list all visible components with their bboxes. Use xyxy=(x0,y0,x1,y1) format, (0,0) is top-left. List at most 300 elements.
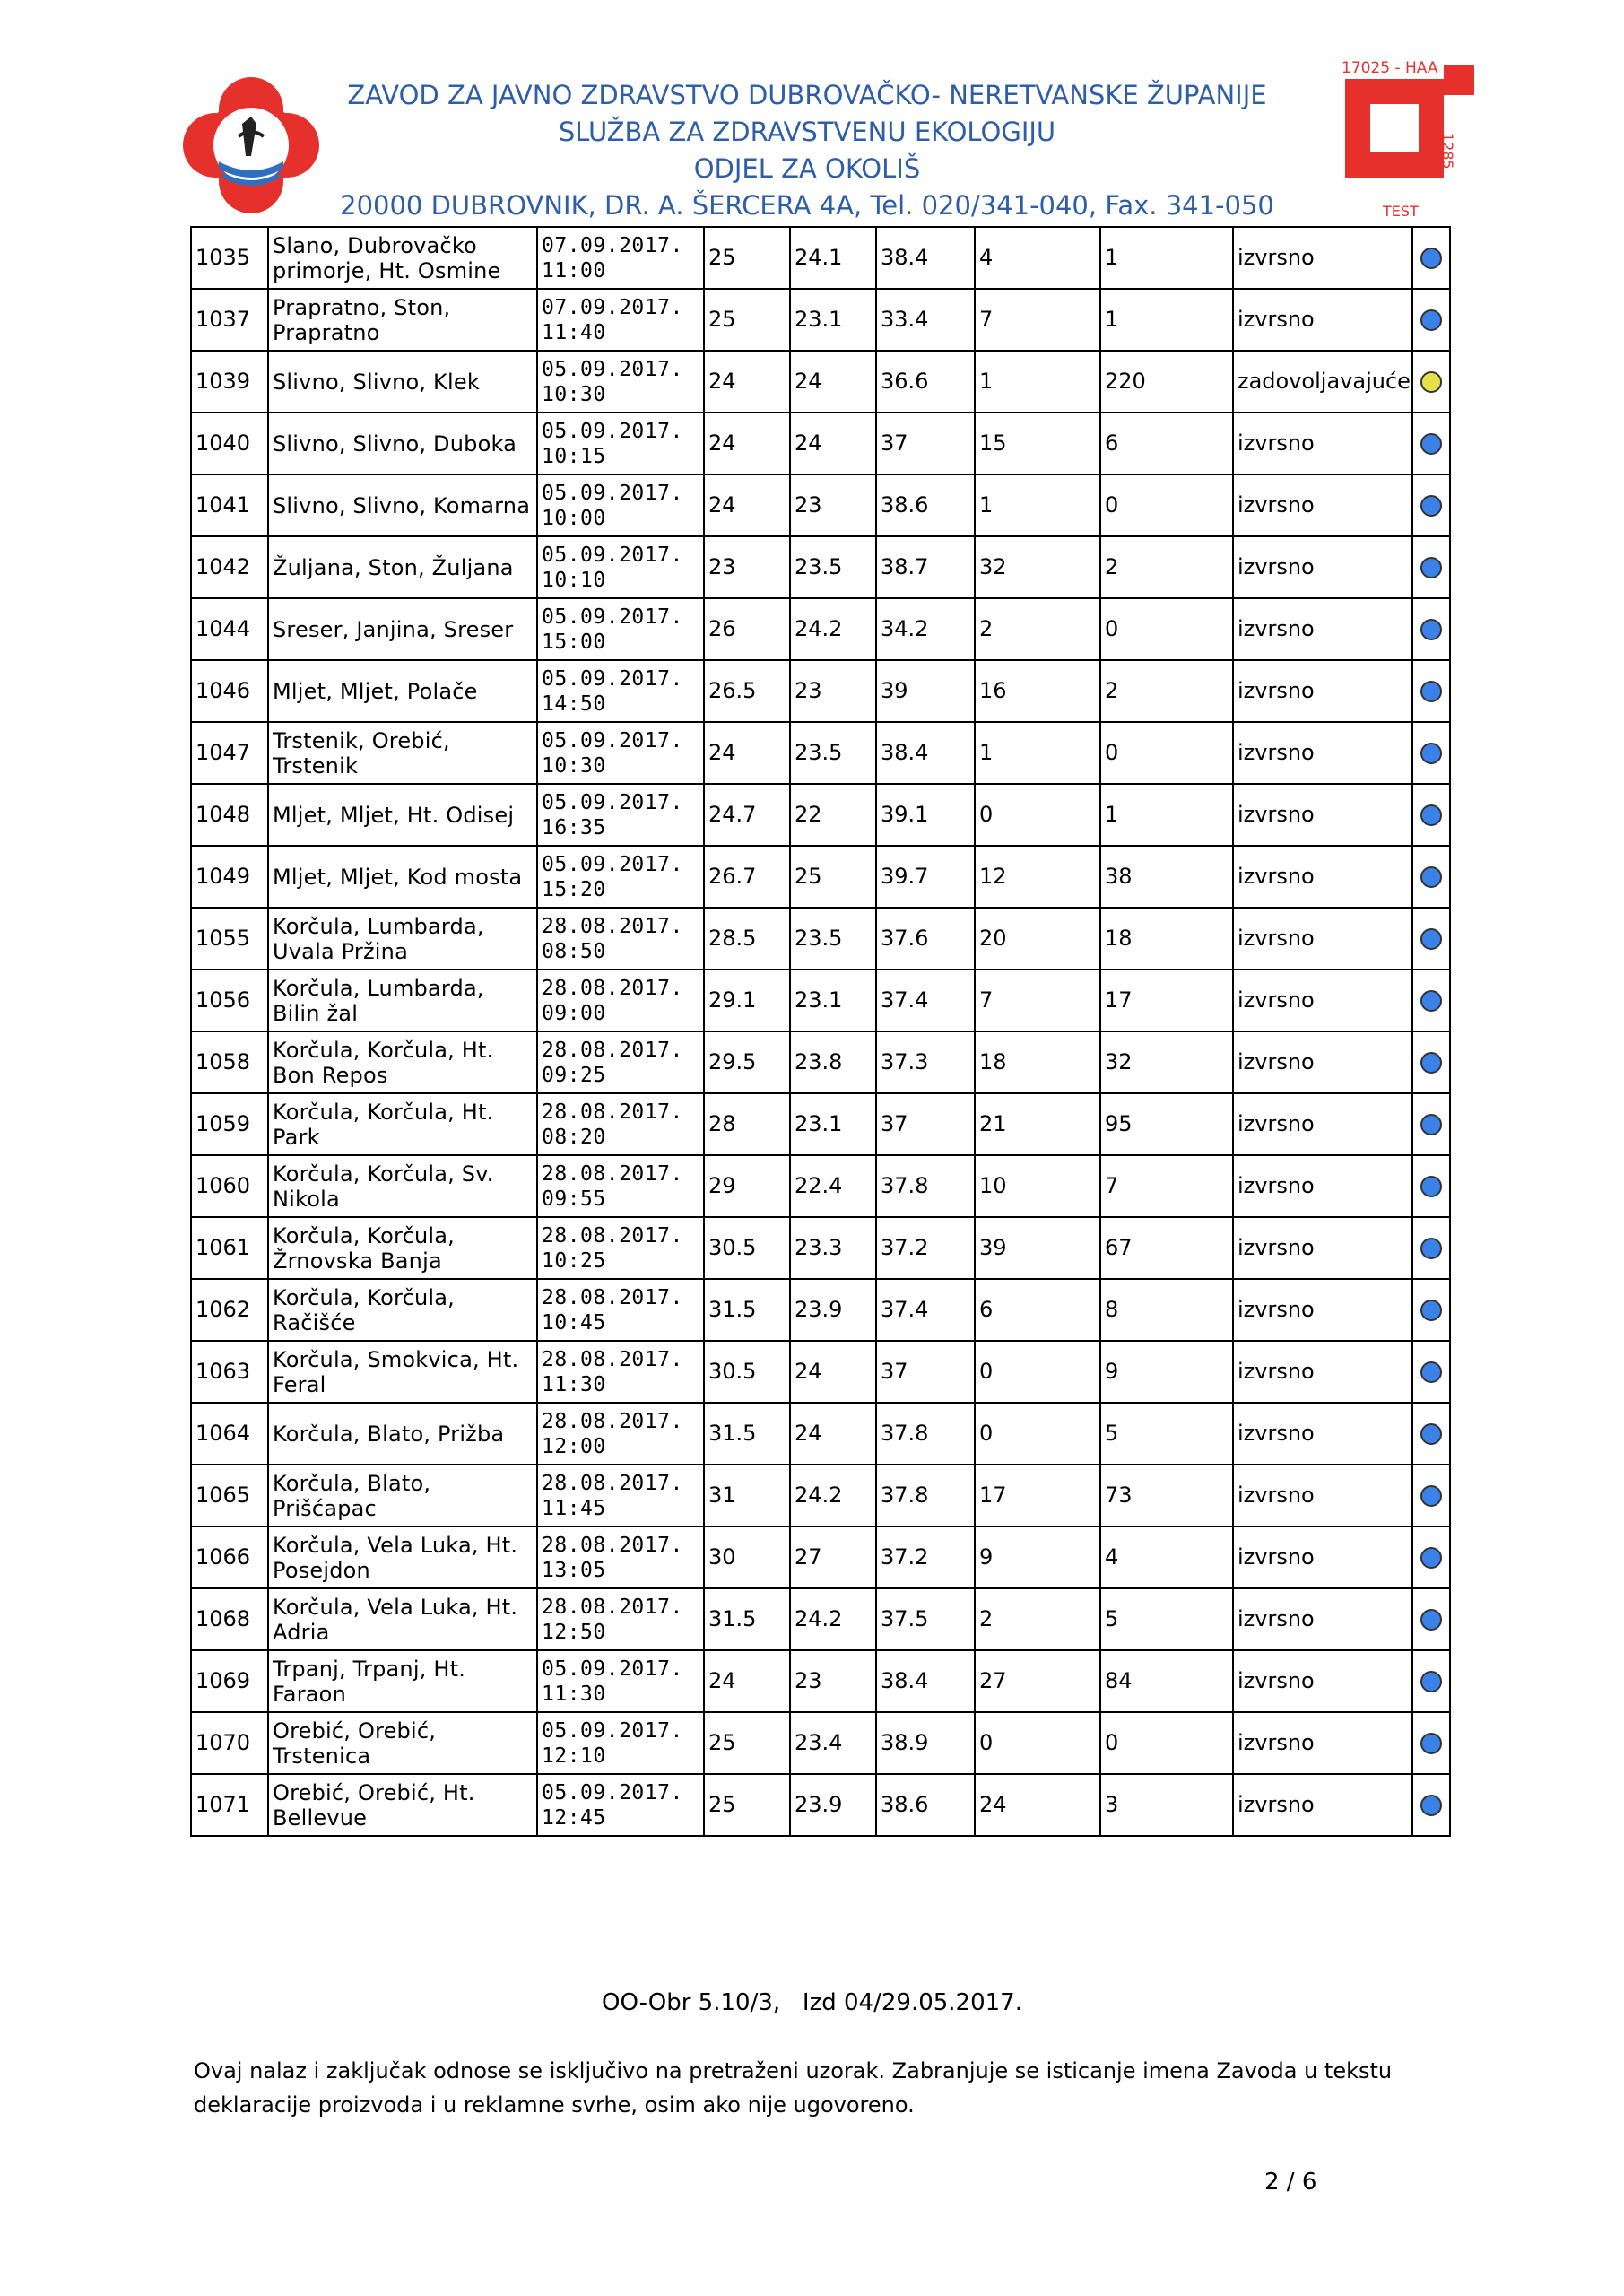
value-4: 0 xyxy=(975,784,1100,846)
sample-datetime xyxy=(537,289,704,351)
sample-id: 1062 xyxy=(191,1279,268,1341)
sample-datetime xyxy=(537,1712,704,1774)
status-dot-icon xyxy=(1420,1485,1442,1507)
quality-rating: izvrsno xyxy=(1233,1031,1412,1093)
value-4: 32 xyxy=(975,536,1100,598)
value-1: 31.5 xyxy=(704,1279,790,1341)
value-2: 23.5 xyxy=(790,908,876,970)
table-row xyxy=(191,227,1450,289)
quality-rating: izvrsno xyxy=(1233,722,1412,784)
value-4: 15 xyxy=(975,413,1100,474)
sample-time: 10:15 xyxy=(542,444,606,468)
value-3: 37.2 xyxy=(876,1217,975,1279)
sample-date: 05.09.2017. xyxy=(542,481,683,505)
sample-location: Korčula, Vela Luka, Ht. Posejdon xyxy=(268,1526,537,1588)
sample-id: 1058 xyxy=(191,1031,268,1093)
sample-id: 1049 xyxy=(191,846,268,908)
quality-rating: izvrsno xyxy=(1233,846,1412,908)
sample-datetime xyxy=(537,1465,704,1526)
value-5: 38 xyxy=(1100,846,1233,908)
sample-date: 05.09.2017. xyxy=(542,728,683,752)
status-indicator-cell xyxy=(1412,289,1450,351)
quality-rating: izvrsno xyxy=(1233,660,1412,722)
quality-rating: izvrsno xyxy=(1233,908,1412,970)
value-1: 25 xyxy=(704,289,790,351)
quality-rating: izvrsno xyxy=(1233,784,1412,846)
sample-location: Korčula, Lumbarda, Uvala Pržina xyxy=(268,908,537,970)
value-3: 33.4 xyxy=(876,289,975,351)
status-dot-icon xyxy=(1420,743,1442,764)
sample-location: Trpanj, Trpanj, Ht. Faraon xyxy=(268,1650,537,1712)
value-3: 37.6 xyxy=(876,908,975,970)
value-2: 23.5 xyxy=(790,536,876,598)
sample-id: 1046 xyxy=(191,660,268,722)
status-dot-icon xyxy=(1420,1671,1442,1692)
value-2: 25 xyxy=(790,846,876,908)
sample-id: 1059 xyxy=(191,1093,268,1155)
sample-datetime xyxy=(537,970,704,1031)
sample-datetime xyxy=(537,1155,704,1217)
value-1: 26 xyxy=(704,598,790,660)
sample-location: Slivno, Slivno, Klek xyxy=(268,351,537,413)
status-indicator-cell xyxy=(1412,970,1450,1031)
sample-datetime xyxy=(537,1279,704,1341)
quality-rating: izvrsno xyxy=(1233,1650,1412,1712)
value-5: 18 xyxy=(1100,908,1233,970)
value-2: 24.2 xyxy=(790,598,876,660)
value-2: 23 xyxy=(790,1650,876,1712)
value-4: 16 xyxy=(975,660,1100,722)
value-3: 37 xyxy=(876,1093,975,1155)
status-dot-icon xyxy=(1420,990,1442,1012)
status-dot-icon xyxy=(1420,248,1442,269)
sample-id: 1041 xyxy=(191,474,268,536)
sample-id: 1040 xyxy=(191,413,268,474)
sample-date: 05.09.2017. xyxy=(542,1657,683,1681)
table-row xyxy=(191,660,1450,722)
table-row xyxy=(191,289,1450,351)
value-3: 37.4 xyxy=(876,1279,975,1341)
quality-rating: izvrsno xyxy=(1233,1526,1412,1588)
value-5: 32 xyxy=(1100,1031,1233,1093)
sample-location: Slivno, Slivno, Duboka xyxy=(268,413,537,474)
sample-datetime xyxy=(537,1341,704,1403)
sample-id: 1047 xyxy=(191,722,268,784)
sample-time: 10:10 xyxy=(542,568,606,592)
sample-time: 09:25 xyxy=(542,1063,606,1087)
value-5: 73 xyxy=(1100,1465,1233,1526)
status-dot-icon xyxy=(1420,866,1442,888)
status-indicator-cell xyxy=(1412,1403,1450,1465)
sample-location: Slano, Dubrovačko primorje, Ht. Osmine xyxy=(268,227,537,289)
value-5: 8 xyxy=(1100,1279,1233,1341)
quality-rating: izvrsno xyxy=(1233,1279,1412,1341)
value-4: 39 xyxy=(975,1217,1100,1279)
status-dot-icon xyxy=(1420,371,1442,393)
status-dot-icon xyxy=(1420,681,1442,702)
status-dot-icon xyxy=(1420,1176,1442,1197)
sample-time: 15:00 xyxy=(542,630,606,654)
value-2: 23.5 xyxy=(790,722,876,784)
sample-location: Korčula, Korčula, Račišće xyxy=(268,1279,537,1341)
sample-time: 10:30 xyxy=(542,382,606,406)
value-5: 5 xyxy=(1100,1403,1233,1465)
value-5: 0 xyxy=(1100,722,1233,784)
table-row xyxy=(191,1341,1450,1403)
value-5: 7 xyxy=(1100,1155,1233,1217)
table-row xyxy=(191,846,1450,908)
value-5: 9 xyxy=(1100,1341,1233,1403)
sample-location: Prapratno, Ston, Prapratno xyxy=(268,289,537,351)
status-dot-icon xyxy=(1420,495,1442,517)
table-row xyxy=(191,1279,1450,1341)
table-row xyxy=(191,1031,1450,1093)
value-1: 24 xyxy=(704,351,790,413)
sample-date: 05.09.2017. xyxy=(542,604,683,629)
value-1: 24 xyxy=(704,474,790,536)
sample-time: 08:20 xyxy=(542,1125,606,1149)
quality-rating: izvrsno xyxy=(1233,1403,1412,1465)
value-4: 2 xyxy=(975,1588,1100,1650)
status-indicator-cell xyxy=(1412,1588,1450,1650)
status-dot-icon xyxy=(1420,619,1442,640)
value-5: 1 xyxy=(1100,227,1233,289)
accreditation-standard: 17025 - HAA xyxy=(1342,59,1438,77)
sample-time: 10:00 xyxy=(542,506,606,530)
table-row xyxy=(191,1465,1450,1526)
value-5: 2 xyxy=(1100,536,1233,598)
sample-time: 10:45 xyxy=(542,1310,606,1335)
sample-datetime xyxy=(537,1588,704,1650)
value-1: 31 xyxy=(704,1465,790,1526)
value-3: 37.2 xyxy=(876,1526,975,1588)
value-4: 9 xyxy=(975,1526,1100,1588)
sample-location: Korčula, Smokvica, Ht. Feral xyxy=(268,1341,537,1403)
table-row xyxy=(191,351,1450,413)
value-5: 6 xyxy=(1100,413,1233,474)
value-4: 1 xyxy=(975,722,1100,784)
table-row xyxy=(191,413,1450,474)
table-row xyxy=(191,1588,1450,1650)
status-indicator-cell xyxy=(1412,1155,1450,1217)
sample-datetime xyxy=(537,1403,704,1465)
value-2: 24 xyxy=(790,1341,876,1403)
value-2: 23.1 xyxy=(790,1093,876,1155)
quality-rating: izvrsno xyxy=(1233,1588,1412,1650)
value-5: 220 xyxy=(1100,351,1233,413)
value-5: 0 xyxy=(1100,598,1233,660)
status-indicator-cell xyxy=(1412,722,1450,784)
value-4: 0 xyxy=(975,1341,1100,1403)
sample-datetime xyxy=(537,1774,704,1836)
quality-rating: izvrsno xyxy=(1233,413,1412,474)
accreditation-mark xyxy=(1336,59,1489,226)
value-2: 23.9 xyxy=(790,1279,876,1341)
header xyxy=(269,77,1345,224)
value-1: 24 xyxy=(704,1650,790,1712)
accreditation-type: TEST xyxy=(1383,203,1419,220)
value-4: 0 xyxy=(975,1712,1100,1774)
table-row xyxy=(191,1155,1450,1217)
status-dot-icon xyxy=(1420,1547,1442,1569)
status-indicator-cell xyxy=(1412,784,1450,846)
sample-date: 28.08.2017. xyxy=(542,914,683,938)
form-code: OO-Obr 5.10/3, Izd 04/29.05.2017. xyxy=(602,1989,1022,2016)
sample-location: Korčula, Korčula, Ht. Park xyxy=(268,1093,537,1155)
sample-id: 1060 xyxy=(191,1155,268,1217)
table-row xyxy=(191,1403,1450,1465)
sample-date: 05.09.2017. xyxy=(542,852,683,876)
value-3: 39.7 xyxy=(876,846,975,908)
value-5: 0 xyxy=(1100,1712,1233,1774)
value-4: 0 xyxy=(975,1403,1100,1465)
value-4: 2 xyxy=(975,598,1100,660)
value-1: 24 xyxy=(704,722,790,784)
quality-rating: izvrsno xyxy=(1233,1155,1412,1217)
quality-rating: izvrsno xyxy=(1233,289,1412,351)
status-indicator-cell xyxy=(1412,1279,1450,1341)
value-3: 37.5 xyxy=(876,1588,975,1650)
value-1: 25 xyxy=(704,1774,790,1836)
value-2: 23 xyxy=(790,474,876,536)
value-1: 24 xyxy=(704,413,790,474)
value-1: 30 xyxy=(704,1526,790,1588)
status-dot-icon xyxy=(1420,1609,1442,1631)
value-3: 38.6 xyxy=(876,1774,975,1836)
value-5: 4 xyxy=(1100,1526,1233,1588)
status-indicator-cell xyxy=(1412,1650,1450,1712)
sample-time: 13:05 xyxy=(542,1558,606,1582)
sample-location: Trstenik, Orebić, Trstenik xyxy=(268,722,537,784)
sample-datetime xyxy=(537,1650,704,1712)
table-row xyxy=(191,1217,1450,1279)
sample-date: 28.08.2017. xyxy=(542,1223,683,1248)
value-3: 37.8 xyxy=(876,1465,975,1526)
sample-datetime xyxy=(537,846,704,908)
status-dot-icon xyxy=(1420,928,1442,950)
sample-id: 1056 xyxy=(191,970,268,1031)
value-5: 3 xyxy=(1100,1774,1233,1836)
table-row xyxy=(191,474,1450,536)
sample-location: Sreser, Janjina, Sreser xyxy=(268,598,537,660)
sample-location: Korčula, Blato, Prižba xyxy=(268,1403,537,1465)
status-indicator-cell xyxy=(1412,227,1450,289)
value-2: 23.4 xyxy=(790,1712,876,1774)
sample-time: 12:00 xyxy=(542,1434,606,1458)
status-indicator-cell xyxy=(1412,536,1450,598)
sample-id: 1065 xyxy=(191,1465,268,1526)
sample-location: Orebić, Orebić, Trstenica xyxy=(268,1712,537,1774)
sample-time: 14:50 xyxy=(542,691,606,716)
value-4: 20 xyxy=(975,908,1100,970)
value-4: 7 xyxy=(975,970,1100,1031)
sample-location: Orebić, Orebić, Ht. Bellevue xyxy=(268,1774,537,1836)
value-1: 29 xyxy=(704,1155,790,1217)
sample-time: 11:30 xyxy=(542,1682,606,1706)
status-indicator-cell xyxy=(1412,474,1450,536)
institute-address: 20000 DUBROVNIK, DR. A. ŠERCERA 4A, Tel. 020/341-040, Fax. 341-050 xyxy=(340,190,1274,221)
sample-id: 1035 xyxy=(191,227,268,289)
value-3: 36.6 xyxy=(876,351,975,413)
sample-datetime xyxy=(537,1217,704,1279)
quality-rating: izvrsno xyxy=(1233,970,1412,1031)
value-5: 84 xyxy=(1100,1650,1233,1712)
sample-time: 10:25 xyxy=(542,1248,606,1273)
sample-date: 28.08.2017. xyxy=(542,1285,683,1309)
sample-location: Mljet, Mljet, Polače xyxy=(268,660,537,722)
value-5: 17 xyxy=(1100,970,1233,1031)
value-1: 29.5 xyxy=(704,1031,790,1093)
value-3: 37.8 xyxy=(876,1155,975,1217)
quality-rating: izvrsno xyxy=(1233,227,1412,289)
sample-time: 16:35 xyxy=(542,815,606,839)
value-5: 1 xyxy=(1100,784,1233,846)
value-2: 24 xyxy=(790,413,876,474)
sample-datetime xyxy=(537,474,704,536)
sample-id: 1071 xyxy=(191,1774,268,1836)
table-row xyxy=(191,1526,1450,1588)
table-row xyxy=(191,1650,1450,1712)
value-1: 28 xyxy=(704,1093,790,1155)
sample-date: 28.08.2017. xyxy=(542,1409,683,1433)
sample-time: 09:55 xyxy=(542,1187,606,1211)
sample-time: 12:45 xyxy=(542,1805,606,1830)
sample-time: 11:45 xyxy=(542,1496,606,1520)
sample-datetime xyxy=(537,227,704,289)
sample-datetime xyxy=(537,536,704,598)
status-dot-icon xyxy=(1420,557,1442,578)
sample-id: 1063 xyxy=(191,1341,268,1403)
value-4: 21 xyxy=(975,1093,1100,1155)
status-indicator-cell xyxy=(1412,846,1450,908)
sample-id: 1044 xyxy=(191,598,268,660)
value-2: 23.1 xyxy=(790,289,876,351)
status-indicator-cell xyxy=(1412,908,1450,970)
sample-datetime xyxy=(537,784,704,846)
service-name: SLUŽBA ZA ZDRAVSTVENU EKOLOGIJU xyxy=(558,117,1056,147)
page-number: 2 / 6 xyxy=(1264,2169,1317,2196)
sample-datetime xyxy=(537,1093,704,1155)
value-2: 23.9 xyxy=(790,1774,876,1836)
quality-rating: izvrsno xyxy=(1233,1712,1412,1774)
accreditation-logo-icon xyxy=(1345,79,1444,178)
status-indicator-cell xyxy=(1412,1465,1450,1526)
institute-name: ZAVOD ZA JAVNO ZDRAVSTVO DUBROVAČKO- NERETVANSKE ŽUPANIJE xyxy=(347,80,1267,110)
sample-location: Žuljana, Ston, Žuljana xyxy=(268,536,537,598)
sample-time: 08:50 xyxy=(542,939,606,963)
value-3: 39.1 xyxy=(876,784,975,846)
sample-datetime xyxy=(537,598,704,660)
sample-time: 12:50 xyxy=(542,1620,606,1644)
value-2: 23 xyxy=(790,660,876,722)
sample-time: 12:10 xyxy=(542,1744,606,1768)
accreditation-logo-tab xyxy=(1444,65,1474,95)
status-dot-icon xyxy=(1420,1361,1442,1383)
status-dot-icon xyxy=(1420,1052,1442,1074)
sample-time: 10:30 xyxy=(542,753,606,778)
value-3: 38.7 xyxy=(876,536,975,598)
sample-id: 1070 xyxy=(191,1712,268,1774)
sample-id: 1064 xyxy=(191,1403,268,1465)
sample-date: 07.09.2017. xyxy=(542,233,683,257)
value-3: 38.6 xyxy=(876,474,975,536)
value-1: 28.5 xyxy=(704,908,790,970)
sample-date: 28.08.2017. xyxy=(542,1038,683,1062)
status-dot-icon xyxy=(1420,433,1442,455)
value-4: 6 xyxy=(975,1279,1100,1341)
quality-rating: izvrsno xyxy=(1233,1774,1412,1836)
value-4: 1 xyxy=(975,351,1100,413)
value-4: 7 xyxy=(975,289,1100,351)
value-3: 38.4 xyxy=(876,227,975,289)
value-1: 30.5 xyxy=(704,1341,790,1403)
sample-date: 05.09.2017. xyxy=(542,1718,683,1743)
sample-datetime xyxy=(537,908,704,970)
department-name: ODJEL ZA OKOLIŠ xyxy=(693,153,921,184)
disclaimer: Ovaj nalaz i zaključak odnose se isključivo na pretraženi uzorak. Zabranjuje se isticanje imena Zavoda u tekstu deklaracije proizvoda i u reklamne svrhe, osim ako nije ugovoreno. xyxy=(194,2058,1393,2118)
status-dot-icon xyxy=(1420,1423,1442,1445)
quality-rating: izvrsno xyxy=(1233,1093,1412,1155)
quality-rating: zadovoljavajuće xyxy=(1233,351,1412,413)
quality-rating: izvrsno xyxy=(1233,474,1412,536)
table-row xyxy=(191,722,1450,784)
table-row xyxy=(191,536,1450,598)
status-dot-icon xyxy=(1420,1795,1442,1816)
status-indicator-cell xyxy=(1412,1712,1450,1774)
value-2: 24.1 xyxy=(790,227,876,289)
value-1: 29.1 xyxy=(704,970,790,1031)
sample-datetime xyxy=(537,351,704,413)
sample-time: 11:30 xyxy=(542,1372,606,1396)
value-1: 31.5 xyxy=(704,1588,790,1650)
sample-date: 28.08.2017. xyxy=(542,1595,683,1619)
value-2: 23.1 xyxy=(790,970,876,1031)
table-row xyxy=(191,1774,1450,1836)
results-table-body xyxy=(191,227,1450,1836)
value-5: 67 xyxy=(1100,1217,1233,1279)
status-indicator-cell xyxy=(1412,1217,1450,1279)
sample-time: 09:00 xyxy=(542,1001,606,1025)
value-1: 30.5 xyxy=(704,1217,790,1279)
sample-datetime xyxy=(537,722,704,784)
value-3: 38.4 xyxy=(876,722,975,784)
sample-id: 1069 xyxy=(191,1650,268,1712)
value-1: 25 xyxy=(704,1712,790,1774)
sample-date: 05.09.2017. xyxy=(542,666,683,691)
status-indicator-cell xyxy=(1412,660,1450,722)
table-row xyxy=(191,1093,1450,1155)
value-3: 37.3 xyxy=(876,1031,975,1093)
value-1: 25 xyxy=(704,227,790,289)
accreditation-number: 1285 xyxy=(1439,133,1456,170)
sample-id: 1066 xyxy=(191,1526,268,1588)
value-4: 12 xyxy=(975,846,1100,908)
value-5: 0 xyxy=(1100,474,1233,536)
quality-rating: izvrsno xyxy=(1233,598,1412,660)
value-2: 24 xyxy=(790,351,876,413)
sample-id: 1068 xyxy=(191,1588,268,1650)
table-row xyxy=(191,1712,1450,1774)
value-3: 34.2 xyxy=(876,598,975,660)
status-dot-icon xyxy=(1420,1300,1442,1321)
value-2: 24.2 xyxy=(790,1465,876,1526)
status-indicator-cell xyxy=(1412,1093,1450,1155)
value-4: 27 xyxy=(975,1650,1100,1712)
sample-datetime xyxy=(537,413,704,474)
value-2: 23.3 xyxy=(790,1217,876,1279)
sample-location: Korčula, Korčula, Ht. Bon Repos xyxy=(268,1031,537,1093)
sample-datetime xyxy=(537,1031,704,1093)
